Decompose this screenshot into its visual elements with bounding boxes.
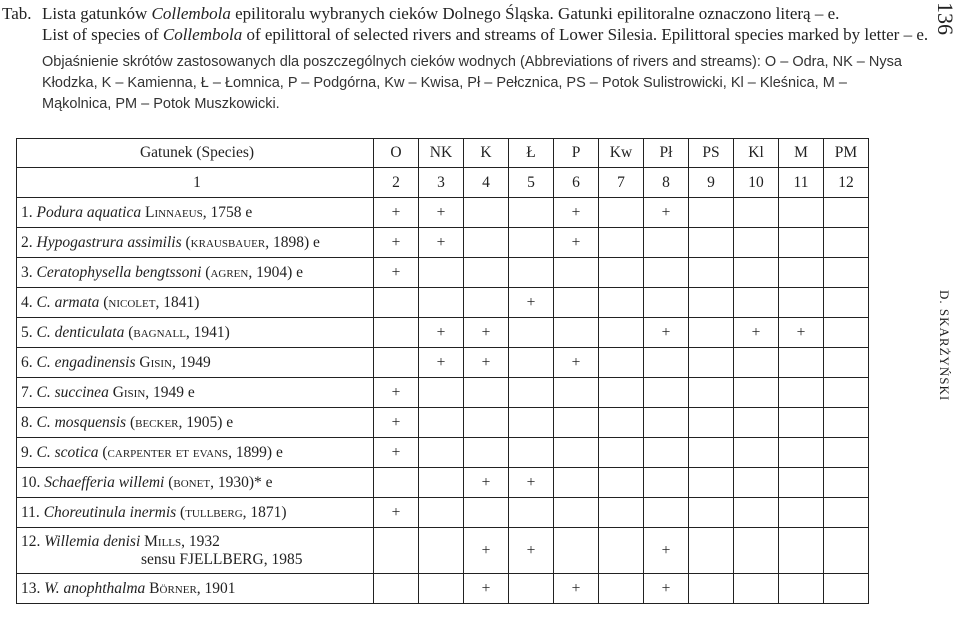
column-number: 11 <box>779 168 824 198</box>
table-row <box>17 408 869 438</box>
occurrence-cell <box>464 378 509 408</box>
column-number: 6 <box>554 168 599 198</box>
occurrence-cell <box>599 528 644 574</box>
column-number: 5 <box>509 168 554 198</box>
occurrence-cell <box>419 468 464 498</box>
occurrence-cell <box>734 258 779 288</box>
occurrence-cell <box>419 288 464 318</box>
occurrence-cell <box>374 528 419 574</box>
occurrence-cell <box>464 198 509 228</box>
occurrence-cell <box>509 198 554 228</box>
occurrence-cell <box>509 574 554 604</box>
occurrence-cell: + <box>419 198 464 228</box>
table-row <box>17 228 869 258</box>
table-row <box>17 348 869 378</box>
occurrence-cell <box>734 574 779 604</box>
table-row <box>17 318 869 348</box>
occurrence-cell <box>599 574 644 604</box>
occurrence-cell: + <box>374 408 419 438</box>
table-row <box>17 438 869 468</box>
table-row <box>17 258 869 288</box>
occurrence-cell <box>779 528 824 574</box>
occurrence-cell <box>464 258 509 288</box>
occurrence-cell: + <box>554 348 599 378</box>
species-table <box>16 138 869 604</box>
occurrence-cell: + <box>554 228 599 258</box>
column-number: 9 <box>689 168 734 198</box>
column-number-row <box>17 168 869 198</box>
column-number: 2 <box>374 168 419 198</box>
occurrence-cell <box>509 378 554 408</box>
occurrence-cell <box>464 288 509 318</box>
occurrence-cell <box>779 498 824 528</box>
occurrence-cell <box>599 198 644 228</box>
occurrence-cell <box>644 348 689 378</box>
caption-polish: Lista gatunków Collembola epilitoralu wybranych cieków Dolnego Śląska. Gatunki epilitoralne oznaczono literą – e. <box>42 4 840 23</box>
occurrence-cell: + <box>509 528 554 574</box>
occurrence-cell <box>374 468 419 498</box>
occurrence-cell <box>644 378 689 408</box>
occurrence-cell <box>419 258 464 288</box>
occurrence-cell: + <box>464 574 509 604</box>
occurrence-cell: + <box>374 498 419 528</box>
occurrence-cell <box>824 378 869 408</box>
occurrence-cell <box>824 318 869 348</box>
occurrence-cell <box>509 258 554 288</box>
occurrence-cell <box>419 378 464 408</box>
occurrence-cell <box>599 498 644 528</box>
occurrence-cell <box>374 348 419 378</box>
occurrence-cell <box>734 408 779 438</box>
occurrence-cell <box>419 498 464 528</box>
column-header: O <box>374 139 419 168</box>
table-row <box>17 378 869 408</box>
occurrence-cell <box>374 318 419 348</box>
occurrence-cell: + <box>644 574 689 604</box>
column-header: Pł <box>644 139 689 168</box>
species-name: 8. C. mosquensis (becker, 1905) e <box>17 408 374 438</box>
occurrence-cell: + <box>419 348 464 378</box>
column-header: Ł <box>509 139 554 168</box>
species-name: 2. Hypogastrura assimilis (krausbauer, 1898) e <box>17 228 374 258</box>
occurrence-cell <box>374 288 419 318</box>
occurrence-cell <box>554 498 599 528</box>
column-number: 12 <box>824 168 869 198</box>
occurrence-cell <box>689 498 734 528</box>
species-name: 4. C. armata (nicolet, 1841) <box>17 288 374 318</box>
occurrence-cell <box>824 288 869 318</box>
caption-english: List of species of Collembola of epilittoral of selected rivers and streams of Lower Silesia. Epilittoral species marked by letter – e. <box>42 25 929 44</box>
caption-label: Tab. <box>2 4 32 23</box>
occurrence-cell <box>464 408 509 438</box>
occurrence-cell <box>599 288 644 318</box>
occurrence-cell <box>779 258 824 288</box>
column-number: 10 <box>734 168 779 198</box>
occurrence-cell <box>734 528 779 574</box>
table-row <box>17 574 869 604</box>
occurrence-cell <box>824 198 869 228</box>
occurrence-cell <box>644 228 689 258</box>
occurrence-cell: + <box>644 198 689 228</box>
occurrence-cell <box>689 468 734 498</box>
occurrence-cell: + <box>374 228 419 258</box>
occurrence-cell <box>644 438 689 468</box>
occurrence-cell <box>689 228 734 258</box>
occurrence-cell: + <box>419 228 464 258</box>
occurrence-cell <box>554 438 599 468</box>
occurrence-cell <box>734 498 779 528</box>
occurrence-cell: + <box>464 348 509 378</box>
occurrence-cell <box>824 498 869 528</box>
occurrence-cell <box>824 468 869 498</box>
header-row <box>17 139 869 168</box>
occurrence-cell <box>734 348 779 378</box>
column-header: NK <box>419 139 464 168</box>
occurrence-cell <box>464 498 509 528</box>
page-number: 136 <box>933 2 958 35</box>
column-header: PS <box>689 139 734 168</box>
table-row <box>17 288 869 318</box>
species-name: 10. Schaefferia willemi (bonet, 1930)* e <box>17 468 374 498</box>
table-row <box>17 528 869 574</box>
occurrence-cell: + <box>374 438 419 468</box>
occurrence-cell: + <box>464 318 509 348</box>
occurrence-cell <box>419 574 464 604</box>
occurrence-cell <box>779 468 824 498</box>
occurrence-cell <box>824 528 869 574</box>
occurrence-cell <box>554 528 599 574</box>
occurrence-cell: + <box>644 318 689 348</box>
species-name: 6. C. engadinensis Gisin, 1949 <box>17 348 374 378</box>
occurrence-cell <box>734 378 779 408</box>
species-name: 12. Willemia denisi Mills, 1932 sensu FJELLBERG, 1985 <box>17 528 374 574</box>
column-header: PM <box>824 139 869 168</box>
species-name: 11. Choreutinula inermis (tullberg, 1871) <box>17 498 374 528</box>
occurrence-cell: + <box>419 318 464 348</box>
occurrence-cell <box>464 438 509 468</box>
occurrence-cell <box>419 528 464 574</box>
occurrence-cell <box>599 318 644 348</box>
occurrence-cell <box>509 318 554 348</box>
occurrence-cell: + <box>374 258 419 288</box>
occurrence-cell <box>599 228 644 258</box>
occurrence-cell: + <box>509 288 554 318</box>
occurrence-cell <box>824 258 869 288</box>
occurrence-cell <box>554 468 599 498</box>
occurrence-cell: + <box>644 528 689 574</box>
occurrence-cell: + <box>509 468 554 498</box>
occurrence-cell <box>599 468 644 498</box>
table-row <box>17 498 869 528</box>
species-name: 5. C. denticulata (bagnall, 1941) <box>17 318 374 348</box>
occurrence-cell <box>599 348 644 378</box>
occurrence-cell <box>779 574 824 604</box>
occurrence-cell: + <box>734 318 779 348</box>
occurrence-cell <box>824 574 869 604</box>
occurrence-cell <box>689 408 734 438</box>
occurrence-cell <box>824 348 869 378</box>
occurrence-cell <box>824 438 869 468</box>
occurrence-cell: + <box>779 318 824 348</box>
occurrence-cell <box>599 408 644 438</box>
occurrence-cell <box>509 228 554 258</box>
occurrence-cell <box>509 438 554 468</box>
occurrence-cell <box>779 198 824 228</box>
occurrence-cell: + <box>374 378 419 408</box>
column-header: Kw <box>599 139 644 168</box>
column-header: K <box>464 139 509 168</box>
species-name: 13. W. anophthalma Börner, 1901 <box>17 574 374 604</box>
occurrence-cell: + <box>554 574 599 604</box>
abbreviations-note: Objaśnienie skrótów zastosowanych dla poszczególnych cieków wodnych (Abbreviations of rivers and streams): O – Odra, NK – Nysa Kłodzka, K – Kamienna, Ł – Łomnica, P – Podgórna, Kw – Kwisa, Pł – Pełcznica, PS – Potok Sulistrowicki, Kl – Kleśnica, M – Mąkolnica, PM – Potok Muszkowicki. <box>42 54 902 112</box>
occurrence-cell <box>644 258 689 288</box>
occurrence-cell <box>689 438 734 468</box>
occurrence-cell <box>689 574 734 604</box>
occurrence-cell <box>374 574 419 604</box>
occurrence-cell: + <box>554 198 599 228</box>
occurrence-cell <box>554 378 599 408</box>
occurrence-cell <box>599 258 644 288</box>
occurrence-cell <box>554 258 599 288</box>
table-row <box>17 468 869 498</box>
occurrence-cell <box>689 378 734 408</box>
occurrence-cell <box>779 408 824 438</box>
occurrence-cell <box>734 288 779 318</box>
column-number: 8 <box>644 168 689 198</box>
occurrence-cell <box>689 258 734 288</box>
occurrence-cell <box>644 288 689 318</box>
occurrence-cell <box>509 408 554 438</box>
occurrence-cell <box>419 438 464 468</box>
occurrence-cell <box>779 348 824 378</box>
occurrence-cell <box>734 468 779 498</box>
occurrence-cell <box>734 198 779 228</box>
occurrence-cell: + <box>464 528 509 574</box>
occurrence-cell <box>509 498 554 528</box>
occurrence-cell <box>644 498 689 528</box>
occurrence-cell <box>419 408 464 438</box>
occurrence-cell <box>824 408 869 438</box>
occurrence-cell: + <box>464 468 509 498</box>
occurrence-cell <box>644 408 689 438</box>
column-header: P <box>554 139 599 168</box>
species-name: 9. C. scotica (carpenter et evans, 1899) e <box>17 438 374 468</box>
occurrence-cell <box>734 228 779 258</box>
species-header: Gatunek (Species) <box>17 139 374 168</box>
occurrence-cell <box>509 348 554 378</box>
column-header: Kl <box>734 139 779 168</box>
occurrence-cell <box>554 318 599 348</box>
occurrence-cell <box>464 228 509 258</box>
species-name: 1. Podura aquatica Linnaeus, 1758 e <box>17 198 374 228</box>
table-row <box>17 198 869 228</box>
species-name: 7. C. succinea Gisin, 1949 e <box>17 378 374 408</box>
occurrence-cell <box>779 288 824 318</box>
occurrence-cell <box>554 288 599 318</box>
column-number: 1 <box>17 168 374 198</box>
occurrence-cell <box>599 438 644 468</box>
occurrence-cell <box>689 348 734 378</box>
occurrence-cell <box>779 378 824 408</box>
occurrence-cell <box>824 228 869 258</box>
column-number: 7 <box>599 168 644 198</box>
occurrence-cell <box>779 228 824 258</box>
occurrence-cell <box>689 318 734 348</box>
occurrence-cell: + <box>374 198 419 228</box>
running-head: D. SKARŻYŃSKI <box>937 290 952 402</box>
occurrence-cell <box>689 198 734 228</box>
occurrence-cell <box>779 438 824 468</box>
occurrence-cell <box>644 468 689 498</box>
column-number: 4 <box>464 168 509 198</box>
occurrence-cell <box>599 378 644 408</box>
species-name: 3. Ceratophysella bengtssoni (agren, 1904) e <box>17 258 374 288</box>
occurrence-cell <box>554 408 599 438</box>
occurrence-cell <box>734 438 779 468</box>
occurrence-cell <box>689 528 734 574</box>
column-header: M <box>779 139 824 168</box>
column-number: 3 <box>419 168 464 198</box>
occurrence-cell <box>689 288 734 318</box>
